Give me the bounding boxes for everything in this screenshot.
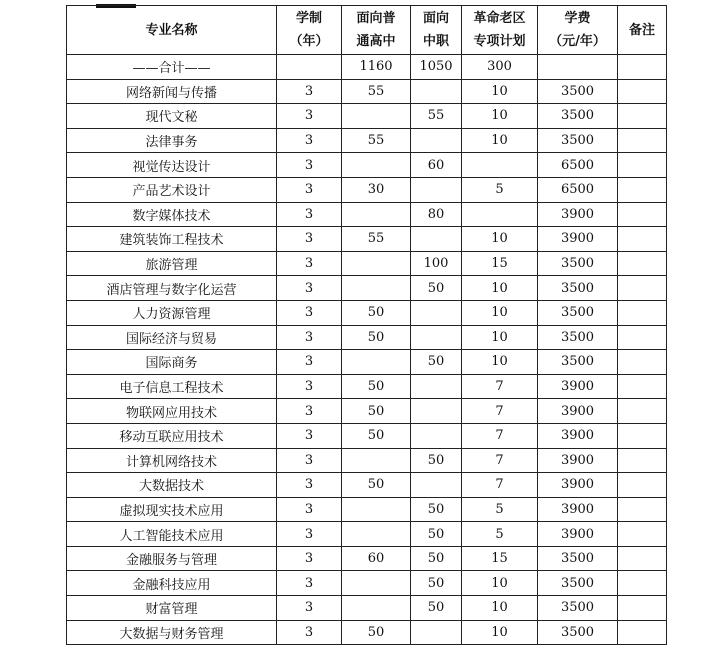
special-plan-cell: 10: [462, 596, 538, 621]
vocational-quota-cell: 100: [411, 251, 462, 276]
vocational-quota-cell: 50: [411, 596, 462, 621]
major-name-cell: 虚拟现实技术应用: [67, 497, 277, 522]
header-duration: 学制 （年）: [277, 6, 342, 55]
remark-cell: [618, 497, 667, 522]
tuition-cell: 3900: [538, 423, 618, 448]
special-plan-cell: 15: [462, 546, 538, 571]
general-quota-cell: [342, 153, 411, 178]
total-row: [67, 55, 667, 80]
general-quota-cell: 50: [342, 374, 411, 399]
tuition-cell: 3500: [538, 79, 618, 104]
table-row: [67, 153, 667, 178]
vocational-quota-cell: [411, 399, 462, 424]
vocational-quota-cell: 50: [411, 350, 462, 375]
major-name-cell: 酒店管理与数字化运营: [67, 276, 277, 301]
vocational-quota-cell: 50: [411, 546, 462, 571]
general-quota-cell: 50: [342, 325, 411, 350]
special-plan-cell: 7: [462, 473, 538, 498]
general-quota-cell: [342, 497, 411, 522]
special-plan-cell: 15: [462, 251, 538, 276]
vocational-quota-cell: 50: [411, 276, 462, 301]
header-tuition: 学费 （元/年）: [538, 6, 618, 55]
duration-cell: 3: [277, 423, 342, 448]
total-duration: [277, 55, 342, 80]
table-row: [67, 227, 667, 252]
tuition-cell: 3900: [538, 448, 618, 473]
duration-cell: 3: [277, 546, 342, 571]
duration-cell: 3: [277, 128, 342, 153]
table-row: [67, 350, 667, 375]
remark-cell: [618, 153, 667, 178]
remark-cell: [618, 350, 667, 375]
general-quota-cell: [342, 571, 411, 596]
special-plan-cell: [462, 202, 538, 227]
special-plan-cell: 10: [462, 104, 538, 129]
major-name-cell: 数字媒体技术: [67, 202, 277, 227]
general-quota-cell: [342, 596, 411, 621]
vocational-quota-cell: [411, 374, 462, 399]
table-row: [67, 79, 667, 104]
special-plan-cell: 7: [462, 374, 538, 399]
remark-cell: [618, 423, 667, 448]
major-name-cell: 网络新闻与传播: [67, 79, 277, 104]
vocational-quota-cell: [411, 128, 462, 153]
general-quota-cell: 55: [342, 227, 411, 252]
tuition-cell: 3500: [538, 596, 618, 621]
duration-cell: 3: [277, 177, 342, 202]
vocational-quota-cell: [411, 473, 462, 498]
remark-cell: [618, 399, 667, 424]
special-plan-cell: 10: [462, 300, 538, 325]
tuition-cell: 3900: [538, 497, 618, 522]
special-plan-cell: 7: [462, 448, 538, 473]
major-name-cell: 国际商务: [67, 350, 277, 375]
special-plan-cell: 5: [462, 177, 538, 202]
tuition-cell: 3500: [538, 251, 618, 276]
special-plan-cell: 10: [462, 620, 538, 645]
major-name-cell: 旅游管理: [67, 251, 277, 276]
table-row: [67, 571, 667, 596]
remark-cell: [618, 522, 667, 547]
table-row: [67, 202, 667, 227]
major-name-cell: 物联网应用技术: [67, 399, 277, 424]
duration-cell: 3: [277, 596, 342, 621]
tuition-cell: 3900: [538, 374, 618, 399]
total-label: ——合计——: [67, 55, 277, 80]
vocational-quota-cell: [411, 325, 462, 350]
table-row: [67, 325, 667, 350]
table-row: [67, 473, 667, 498]
major-name-cell: 现代文秘: [67, 104, 277, 129]
vocational-quota-cell: 60: [411, 153, 462, 178]
header-special-plan: 革命老区 专项计划: [462, 6, 538, 55]
major-name-cell: 大数据与财务管理: [67, 620, 277, 645]
general-quota-cell: [342, 202, 411, 227]
table-row: [67, 497, 667, 522]
tuition-cell: 3900: [538, 227, 618, 252]
remark-cell: [618, 596, 667, 621]
tuition-cell: 3500: [538, 350, 618, 375]
table-row: [67, 522, 667, 547]
duration-cell: 3: [277, 473, 342, 498]
special-plan-cell: 10: [462, 571, 538, 596]
tuition-cell: 3900: [538, 473, 618, 498]
remark-cell: [618, 251, 667, 276]
vocational-quota-cell: [411, 423, 462, 448]
table-row: [67, 546, 667, 571]
vocational-quota-cell: [411, 300, 462, 325]
remark-cell: [618, 473, 667, 498]
remark-cell: [618, 128, 667, 153]
remark-cell: [618, 227, 667, 252]
remark-cell: [618, 325, 667, 350]
vocational-quota-cell: 50: [411, 448, 462, 473]
duration-cell: 3: [277, 153, 342, 178]
vocational-quota-cell: 50: [411, 497, 462, 522]
major-name-cell: 建筑装饰工程技术: [67, 227, 277, 252]
table-row: [67, 177, 667, 202]
vocational-quota-cell: 50: [411, 522, 462, 547]
general-quota-cell: [342, 448, 411, 473]
total-fee: [538, 55, 618, 80]
major-name-cell: 移动互联应用技术: [67, 423, 277, 448]
tuition-cell: 3500: [538, 620, 618, 645]
total-vocational: 1050: [411, 55, 462, 80]
major-name-cell: 财富管理: [67, 596, 277, 621]
tuition-cell: 3500: [538, 546, 618, 571]
major-name-cell: 电子信息工程技术: [67, 374, 277, 399]
duration-cell: 3: [277, 251, 342, 276]
major-name-cell: 金融科技应用: [67, 571, 277, 596]
table-header-row: [67, 6, 667, 55]
major-name-cell: 金融服务与管理: [67, 546, 277, 571]
remark-cell: [618, 104, 667, 129]
special-plan-cell: 10: [462, 227, 538, 252]
tuition-cell: 3500: [538, 300, 618, 325]
major-name-cell: 计算机网络技术: [67, 448, 277, 473]
special-plan-cell: 10: [462, 79, 538, 104]
general-quota-cell: 50: [342, 423, 411, 448]
total-remark: [618, 55, 667, 80]
general-quota-cell: 60: [342, 546, 411, 571]
major-name-cell: 视觉传达设计: [67, 153, 277, 178]
special-plan-cell: 10: [462, 350, 538, 375]
major-name-cell: 法律事务: [67, 128, 277, 153]
vocational-quota-cell: [411, 79, 462, 104]
remark-cell: [618, 202, 667, 227]
general-quota-cell: [342, 350, 411, 375]
table-row: [67, 423, 667, 448]
duration-cell: 3: [277, 497, 342, 522]
tuition-cell: 6500: [538, 153, 618, 178]
remark-cell: [618, 374, 667, 399]
major-name-cell: 人力资源管理: [67, 300, 277, 325]
duration-cell: 3: [277, 620, 342, 645]
duration-cell: 3: [277, 276, 342, 301]
tuition-cell: 3500: [538, 325, 618, 350]
vocational-quota-cell: [411, 227, 462, 252]
duration-cell: 3: [277, 325, 342, 350]
duration-cell: 3: [277, 399, 342, 424]
header-remark: 备注: [618, 6, 667, 55]
tuition-cell: 3900: [538, 202, 618, 227]
general-quota-cell: 50: [342, 620, 411, 645]
remark-cell: [618, 620, 667, 645]
general-quota-cell: [342, 251, 411, 276]
general-quota-cell: 50: [342, 300, 411, 325]
tuition-cell: 6500: [538, 177, 618, 202]
remark-cell: [618, 300, 667, 325]
duration-cell: 3: [277, 227, 342, 252]
remark-cell: [618, 448, 667, 473]
tuition-cell: 3900: [538, 522, 618, 547]
table-row: [67, 276, 667, 301]
duration-cell: 3: [277, 79, 342, 104]
vocational-quota-cell: 50: [411, 571, 462, 596]
special-plan-cell: 10: [462, 276, 538, 301]
major-name-cell: 国际经济与贸易: [67, 325, 277, 350]
vocational-quota-cell: [411, 177, 462, 202]
total-general: 1160: [342, 55, 411, 80]
duration-cell: 3: [277, 300, 342, 325]
tuition-cell: 3900: [538, 399, 618, 424]
remark-cell: [618, 546, 667, 571]
duration-cell: 3: [277, 448, 342, 473]
general-quota-cell: 30: [342, 177, 411, 202]
tuition-cell: 3500: [538, 104, 618, 129]
remark-cell: [618, 177, 667, 202]
special-plan-cell: 7: [462, 399, 538, 424]
duration-cell: 3: [277, 104, 342, 129]
total-special: 300: [462, 55, 538, 80]
major-name-cell: 大数据技术: [67, 473, 277, 498]
remark-cell: [618, 276, 667, 301]
general-quota-cell: 50: [342, 473, 411, 498]
duration-cell: 3: [277, 571, 342, 596]
remark-cell: [618, 571, 667, 596]
vocational-quota-cell: 80: [411, 202, 462, 227]
table-row: [67, 300, 667, 325]
tuition-cell: 3500: [538, 128, 618, 153]
general-quota-cell: 50: [342, 399, 411, 424]
duration-cell: 3: [277, 350, 342, 375]
table-row: [67, 128, 667, 153]
major-name-cell: 产品艺术设计: [67, 177, 277, 202]
general-quota-cell: [342, 522, 411, 547]
duration-cell: 3: [277, 202, 342, 227]
tuition-cell: 3500: [538, 276, 618, 301]
header-general-high-school: 面向普 通高中: [342, 6, 411, 55]
remark-cell: [618, 79, 667, 104]
general-quota-cell: [342, 276, 411, 301]
table-row: [67, 374, 667, 399]
special-plan-cell: 5: [462, 497, 538, 522]
general-quota-cell: 55: [342, 128, 411, 153]
duration-cell: 3: [277, 374, 342, 399]
table-row: [67, 104, 667, 129]
general-quota-cell: 55: [342, 79, 411, 104]
special-plan-cell: 10: [462, 325, 538, 350]
table-row: [67, 596, 667, 621]
duration-cell: 3: [277, 522, 342, 547]
major-name-cell: 人工智能技术应用: [67, 522, 277, 547]
special-plan-cell: 10: [462, 128, 538, 153]
header-vocational-school: 面向 中职: [411, 6, 462, 55]
special-plan-cell: [462, 153, 538, 178]
vocational-quota-cell: [411, 620, 462, 645]
enrollment-plan-table: [66, 5, 667, 645]
table-row: [67, 251, 667, 276]
header-major-name: 专业名称: [67, 6, 277, 55]
special-plan-cell: 5: [462, 522, 538, 547]
special-plan-cell: 7: [462, 423, 538, 448]
general-quota-cell: [342, 104, 411, 129]
table-row: [67, 399, 667, 424]
tuition-cell: 3500: [538, 571, 618, 596]
table-row: [67, 448, 667, 473]
table-row: [67, 620, 667, 645]
vocational-quota-cell: 55: [411, 104, 462, 129]
